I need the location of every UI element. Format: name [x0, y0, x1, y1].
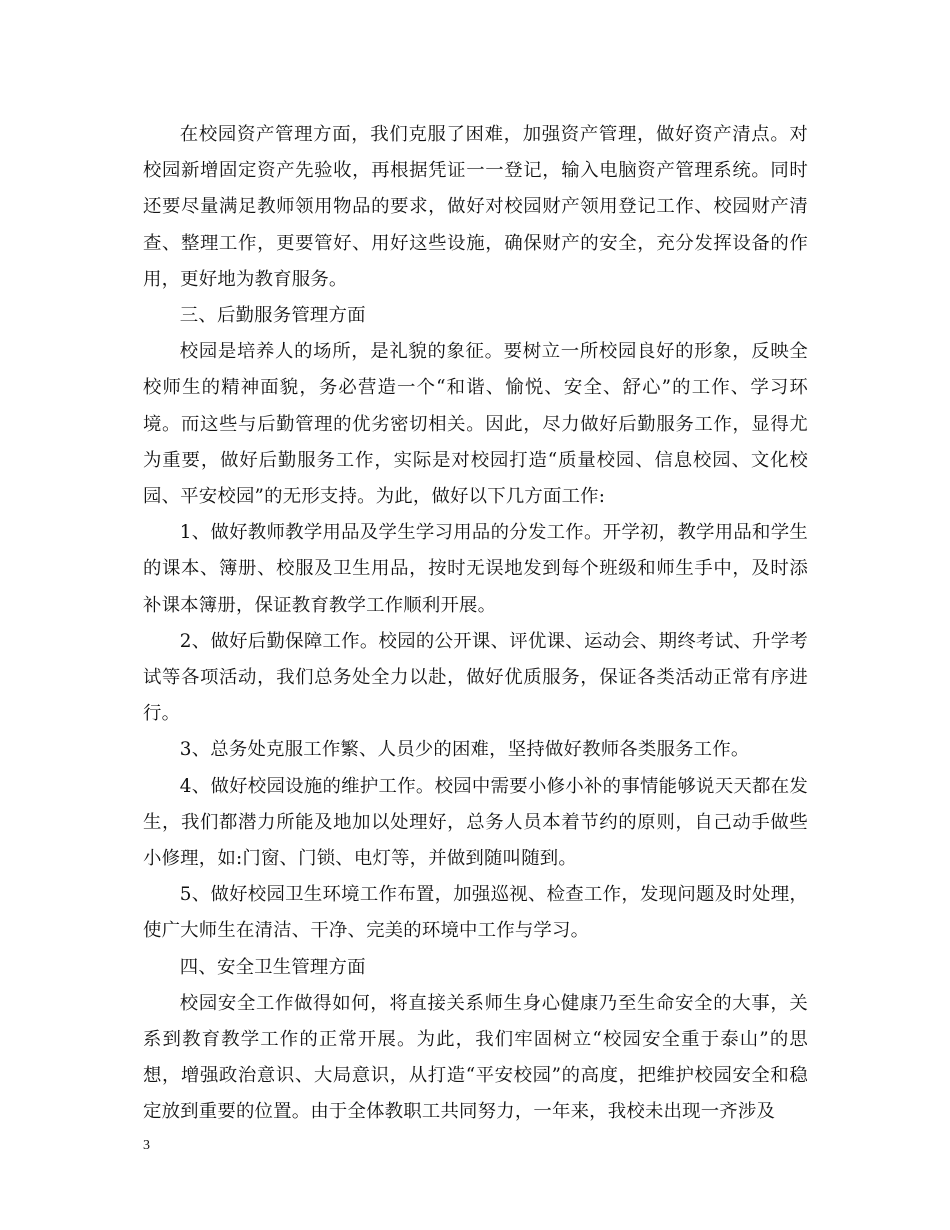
paragraph-logistics-intro: 校园是培养人的场所，是礼貌的象征。要树立一所校园良好的形象，反映全校师生的精神面貌，务必营造一个“和谐、愉悦、安全、舒心”的工作、学习环境。而这些与后勤管理的优劣密切相关。因此，尽力做好后勤服务工作，显得尤为重要，做好后勤服务工作，实际是对校园打造“质量校园、信息校园、文化校园、平安校园”的无形支持。为此，做好以下几方面工作: [143, 341, 808, 508]
section-heading-safety: 四、安全卫生管理方面 [179, 956, 366, 978]
document-body [143, 117, 808, 1131]
paragraph-item-4: 4、做好校园设施的维护工作。校园中需要小修小补的事情能够说天天都在发生，我们都潜力所能及地加以处理好，总务人员本着节约的原则，自己动手做些小修理，如:门窗、门锁、电灯等，并做到随叫随到。 [143, 775, 808, 870]
paragraph-item-1: 1、做好教师教学用品及学生学习用品的分发工作。开学初，教学用品和学生的课本、簿册、校服及卫生用品，按时无误地发到每个班级和师生手中，及时添补课本簿册，保证教育教学工作顺利开展。 [143, 522, 808, 616]
paragraph-item-5: 5、做好校园卫生环境工作布置，加强巡视、检查工作，发现问题及时处理，使广大师生在清洁、干净、完美的环境中工作与学习。 [143, 884, 808, 942]
paragraph-asset-management: 在校园资产管理方面，我们克服了困难，加强资产管理，做好资产清点。对校园新增固定资产先验收，再根据凭证一一登记，输入电脑资产管理系统。同时还要尽量满足教师领用物品的要求，做好对校园财产领用登记工作、校园财产清查、整理工作，更要管好、用好这些设施，确保财产的安全，充分发挥设备的作用，更好地为教育服务。 [143, 124, 808, 290]
paragraph-safety: 校园安全工作做得如何，将直接关系师生身心健康乃至生命安全的大事，关系到教育教学工作的正常开展。为此，我们牢固树立“校园安全重于泰山”的思想，增强政治意识、大局意识，从打造“平安校园”的高度，把维护校园安全和稳定放到重要的位置。由于全体教职工共同努力，一年来，我校未出现一齐涉及 [143, 992, 808, 1123]
paragraph-item-3: 3、总务处克服工作繁、人员少的困难，坚持做好教师各类服务工作。 [179, 739, 750, 761]
section-heading-logistics: 三、后勤服务管理方面 [179, 305, 366, 327]
page-number: 3 [143, 1138, 150, 1153]
paragraph-item-2: 2、做好后勤保障工作。校园的公开课、评优课、运动会、期终考试、升学考试等各项活动，我们总务处全力以赴，做好优质服务，保证各类活动正常有序进行。 [143, 630, 808, 725]
